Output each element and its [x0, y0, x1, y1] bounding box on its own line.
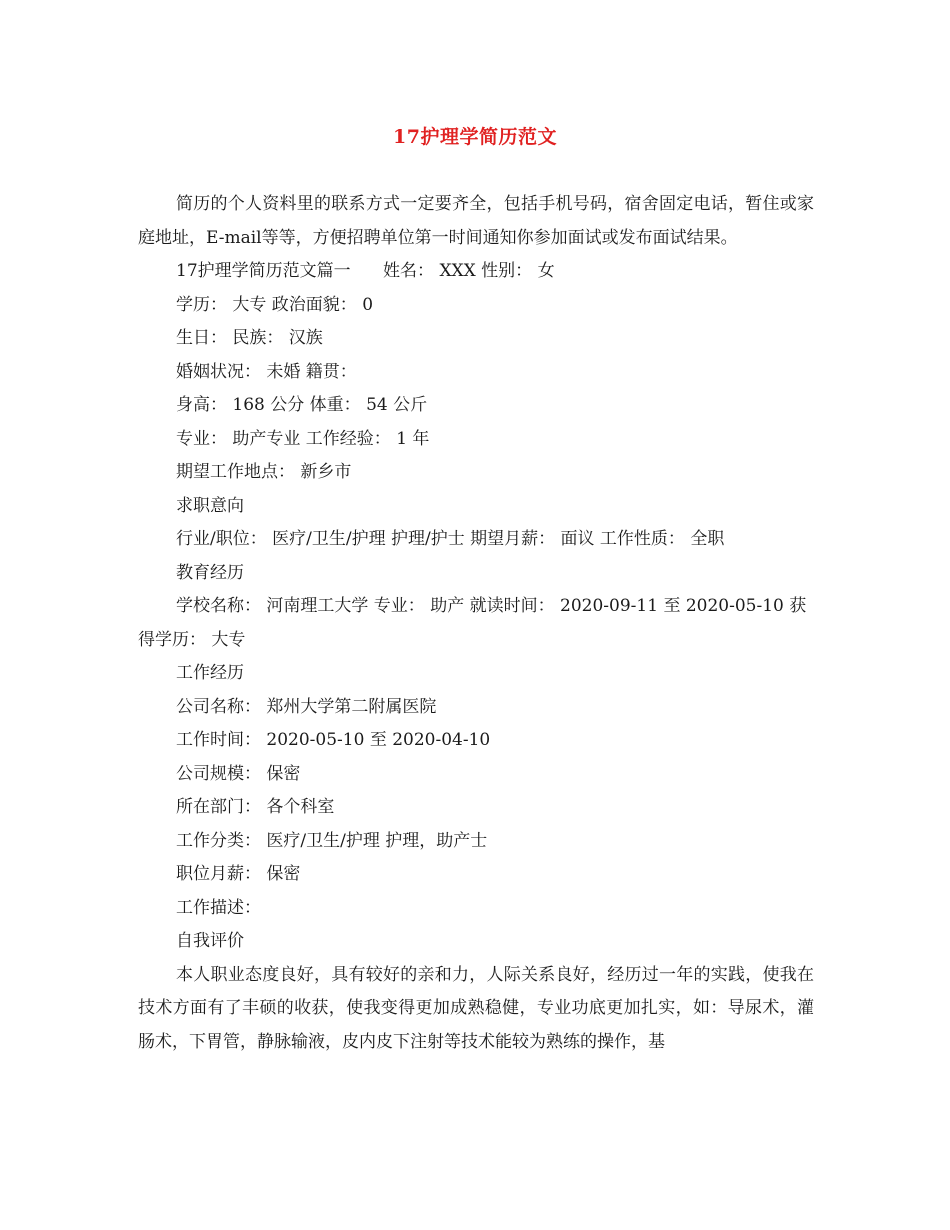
resume-line-header: 17护理学简历范文篇一 姓名： XXX 性别： 女 [176, 261, 555, 281]
resume-line-department: 所在部门： 各个科室 [176, 797, 335, 817]
document-body [138, 188, 814, 1059]
resume-line-job-category: 工作分类： 医疗/卫生/护理 护理，助产士 [176, 830, 488, 851]
resume-line-company: 公司名称： 郑州大学第二附属医院 [176, 696, 437, 717]
resume-line-company-size: 公司规模： 保密 [176, 763, 301, 784]
intro-paragraph: 简历的个人资料里的联系方式一定要齐全，包括手机号码，宿舍固定电话，暂住或家庭地址，E-mail等等，方便招聘单位第一时间通知你参加面试或发布面试结果。 [138, 194, 814, 248]
resume-line-salary: 职位月薪： 保密 [176, 864, 301, 884]
section-heading-self-eval: 自我评价 [176, 931, 244, 951]
resume-line-work-description: 工作描述： [176, 897, 261, 918]
resume-line-location: 期望工作地点： 新乡市 [176, 462, 352, 482]
resume-line-marital-status: 婚姻状况： 未婚 籍贯： [176, 361, 357, 382]
section-heading-education: 教育经历 [176, 562, 244, 583]
section-heading-work: 工作经历 [176, 663, 244, 683]
resume-line-birth-ethnicity: 生日： 民族： 汉族 [176, 328, 323, 348]
resume-line-industry: 行业/职位： 医疗/卫生/护理 护理/护士 期望月薪： 面议 工作性质： 全职 [176, 529, 725, 549]
document-title: 17护理学简历范文 [393, 126, 557, 148]
resume-line-work-period: 工作时间： 2020-05-10 至 2020-04-10 [176, 730, 491, 750]
resume-line-major-experience: 专业： 助产专业 工作经验： 1 年 [176, 428, 430, 449]
self-eval-paragraph: 本人职业态度良好，具有较好的亲和力，人际关系良好，经历过一年的实践，使我在技术方面有了丰硕的收获，使我变得更加成熟稳健，专业功底更加扎实，如：导尿术，灌肠术，下胃管，静脉输液，皮内皮下注射等技术能较为熟练的操作，基 [138, 964, 814, 1052]
section-heading-job-intent: 求职意向 [176, 495, 244, 516]
resume-line-school: 学校名称： 河南理工大学 专业： 助产 就读时间： 2020-09-11 至 2020-05-10 获得学历： 大专 [138, 596, 807, 650]
resume-line-height-weight: 身高： 168 公分 体重： 54 公斤 [176, 395, 428, 415]
resume-line-education-level: 学历： 大专 政治面貌： 0 [176, 294, 374, 315]
